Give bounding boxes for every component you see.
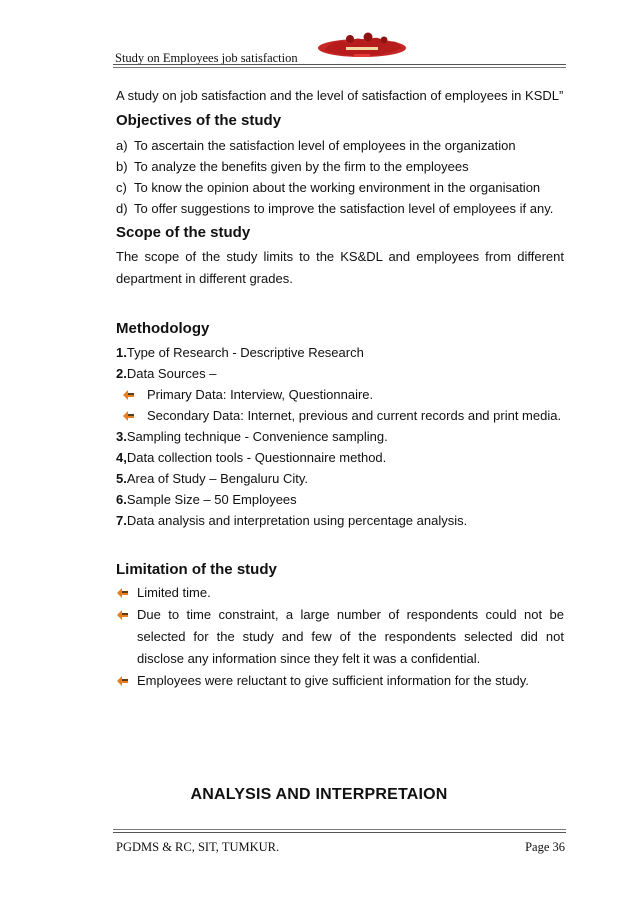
list-item: Employees were reluctant to give sufficient information for the study. — [116, 670, 564, 692]
methodology-list — [116, 342, 564, 531]
page-body — [116, 86, 564, 692]
footer-rule — [113, 832, 566, 833]
page-number: Page 36 — [525, 840, 565, 854]
list-item: c) To know the opinion about the working environment in the organisation — [116, 180, 541, 195]
bullet-arrow-icon — [122, 389, 135, 401]
scope-text: The scope of the study limits to the KS&DL and employees from different department in different grades. — [116, 249, 564, 286]
intro-line: A study on job satisfaction and the level of satisfaction of employees in KSDL” — [116, 88, 564, 103]
institution-logo-icon — [316, 30, 408, 64]
scope-heading: Scope of the study — [116, 224, 251, 241]
limitation-list — [116, 582, 564, 692]
footer-institution: PGDMS & RC, SIT, TUMKUR. — [116, 840, 280, 854]
list-item: Limited time. — [116, 582, 564, 604]
list-item: Secondary Data: Internet, previous and current records and print media. — [116, 405, 564, 426]
header-title: Study on Employees job satisfaction — [115, 51, 298, 65]
bullet-arrow-icon — [122, 410, 135, 422]
limitation-heading: Limitation of the study — [116, 561, 277, 578]
footer-rule-thin — [113, 829, 566, 830]
objectives-heading: Objectives of the study — [116, 112, 282, 129]
section-title: ANALYSIS AND INTERPRETAION — [190, 786, 448, 803]
header-rule-thin — [113, 67, 566, 68]
list-item: a) To ascertain the satisfaction level of employees in the organization — [116, 138, 516, 153]
bullet-arrow-icon — [116, 675, 129, 687]
list-item: 6.Sample Size – 50 Employees — [116, 492, 297, 507]
list-item: 5.Area of Study – Bengaluru City. — [116, 471, 308, 486]
list-item: Due to time constraint, a large number of respondents could not be selected for the study and few of the respondents selected did not disclose any information since they felt it was a confidential. — [116, 604, 564, 670]
list-item: 1.Type of Research - Descriptive Research — [116, 345, 364, 360]
methodology-heading: Methodology — [116, 320, 210, 337]
header-rule — [113, 64, 566, 65]
list-item: Primary Data: Interview, Questionnaire. — [116, 384, 564, 405]
list-item: 3.Sampling technique - Convenience sampling. — [116, 429, 388, 444]
bullet-arrow-icon — [116, 587, 129, 599]
page-header — [113, 18, 566, 68]
list-item: b) To analyze the benefits given by the firm to the employees — [116, 159, 469, 174]
bullet-arrow-icon — [116, 609, 129, 621]
data-sources-list — [116, 384, 564, 426]
list-item: 2.Data Sources – — [116, 366, 217, 381]
list-item: d) To offer suggestions to improve the satisfaction level of employees if any. — [116, 201, 554, 216]
objectives-list — [116, 135, 564, 219]
list-item: 4,Data collection tools - Questionnaire method. — [116, 450, 387, 465]
list-item: 7.Data analysis and interpretation using percentage analysis. — [116, 513, 468, 528]
